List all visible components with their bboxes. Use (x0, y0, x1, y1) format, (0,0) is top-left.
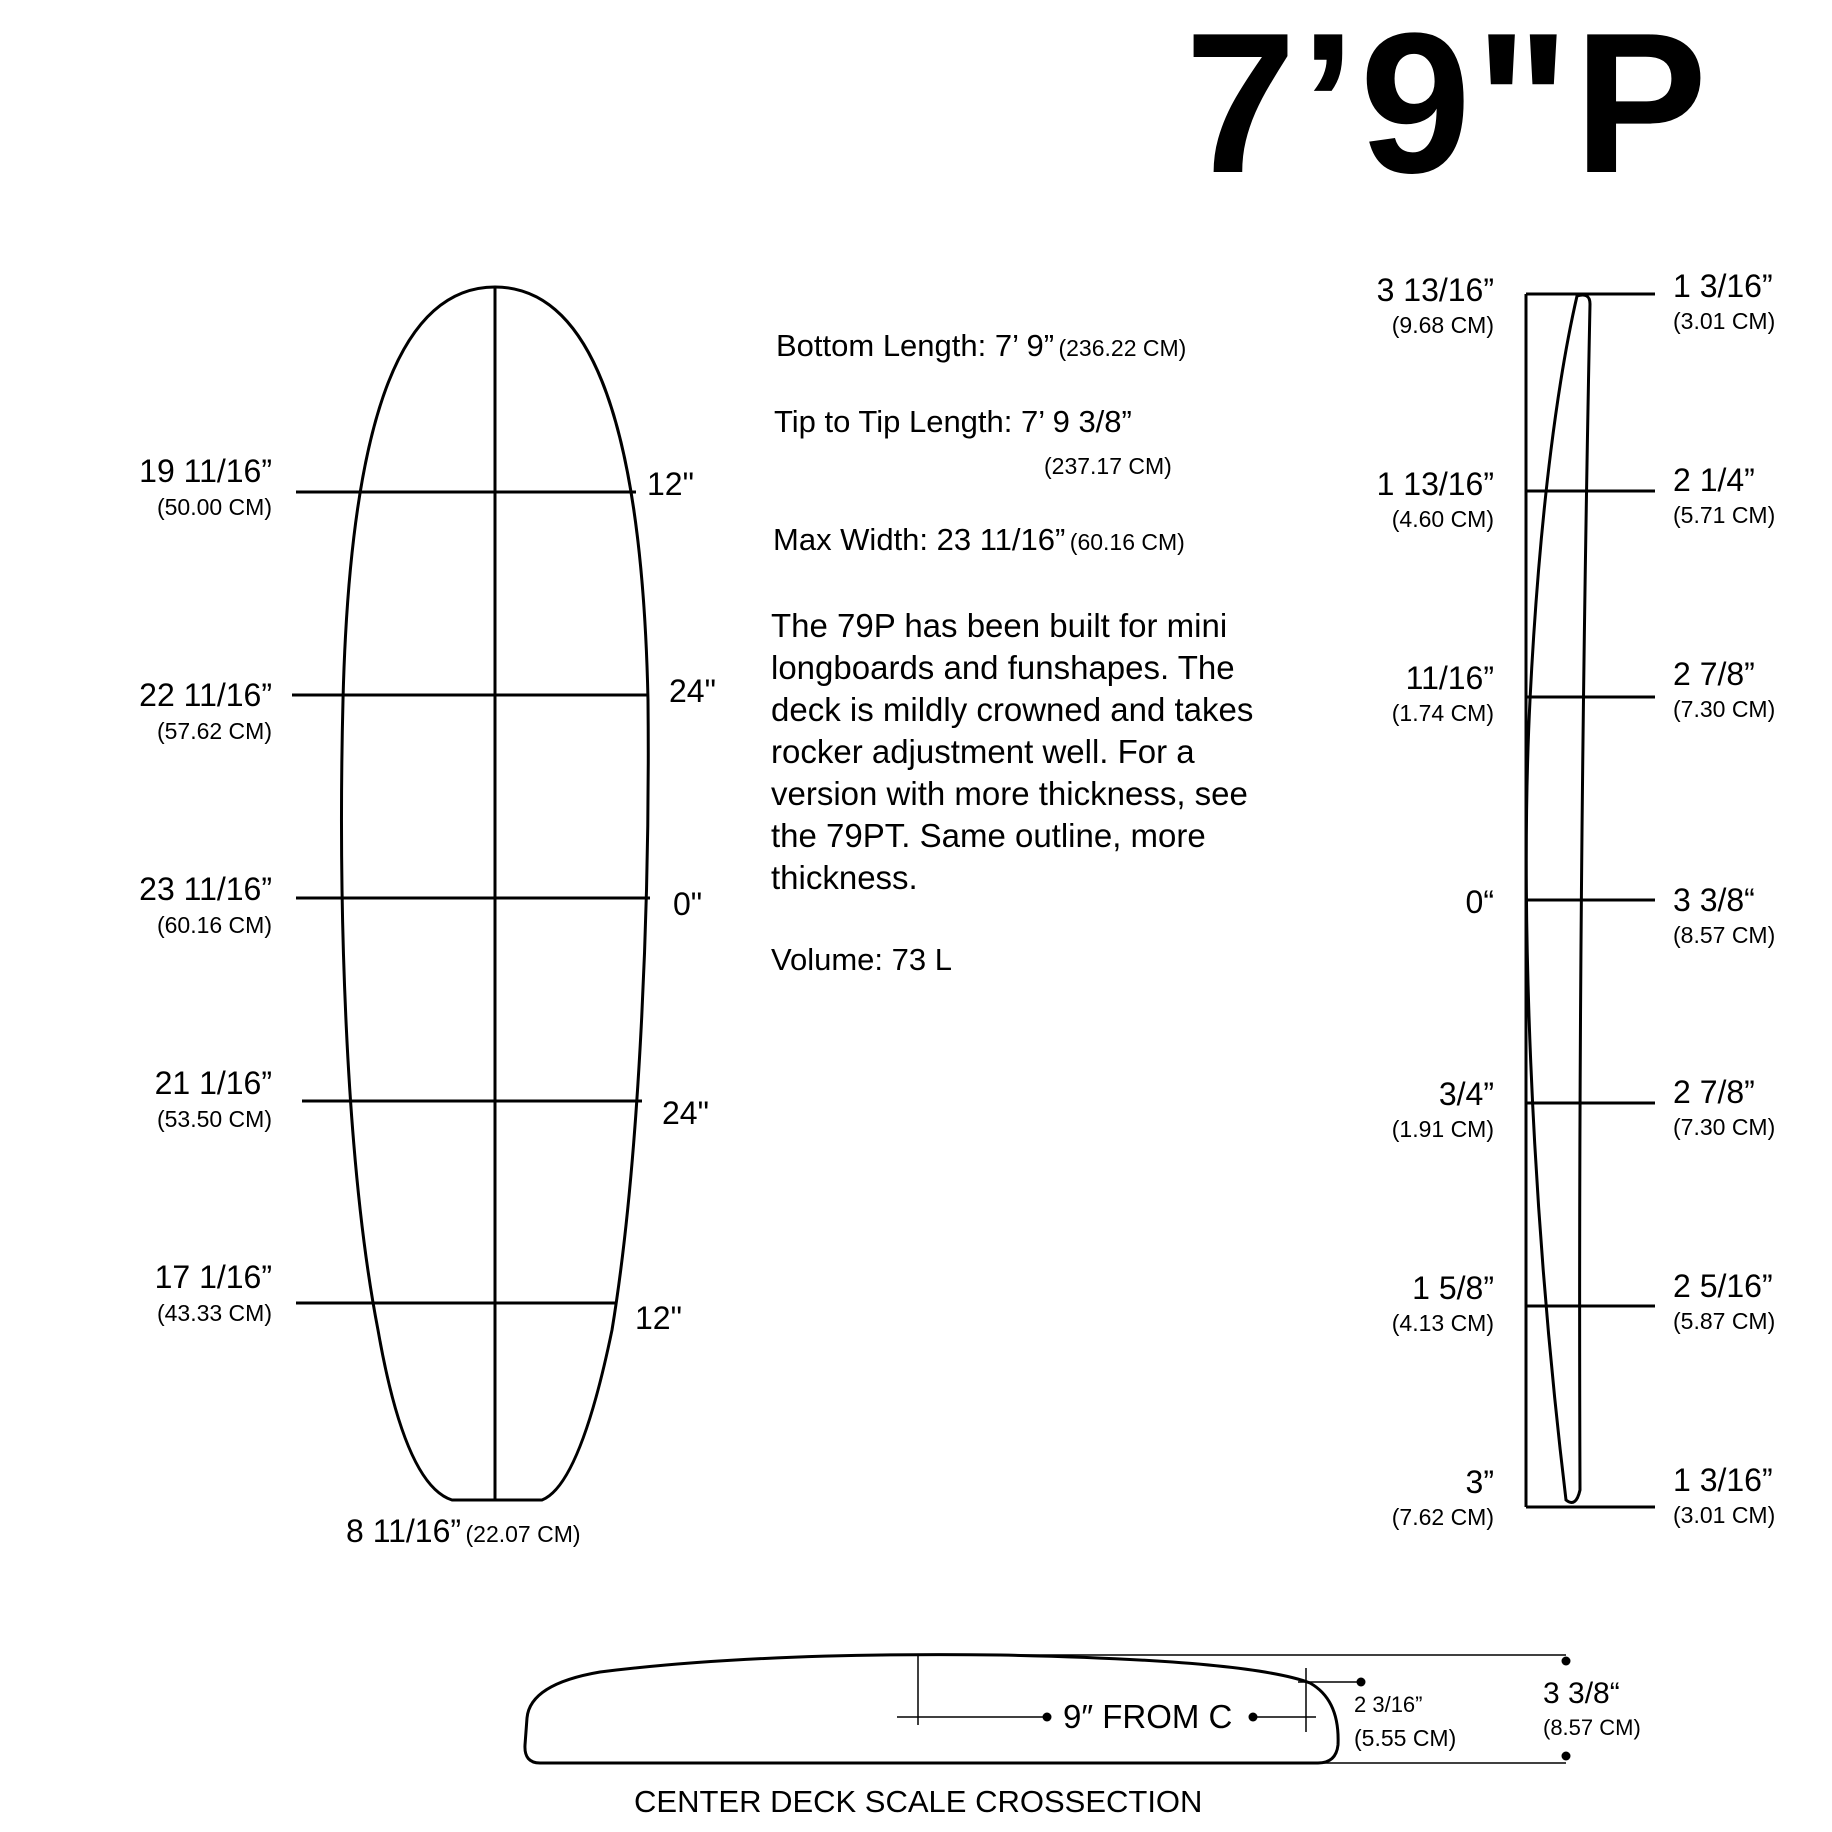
width-cm-3: (60.16 CM) (156, 912, 272, 938)
rocker-left-cm-7: (7.62 CM) (1391, 1504, 1494, 1530)
max-width-cm: (60.16 CM) (1069, 529, 1185, 555)
from-c-left-dot (1043, 1713, 1052, 1722)
width-cm-4: (53.50 CM) (156, 1106, 272, 1132)
rocker-left-label-6: 1 5/8” (1412, 1270, 1494, 1306)
rocker-right-label-7: 1 3/16” (1673, 1462, 1773, 1498)
rocker-right-label-2: 2 1/4” (1673, 462, 1755, 498)
width-cm-1: (50.00 CM) (156, 494, 272, 520)
rocker-right-cm-5: (7.30 CM) (1673, 1114, 1776, 1140)
station-label-5: 12" (635, 1300, 682, 1336)
rocker-left-label-7: 3” (1465, 1464, 1494, 1500)
rocker-right-cm-3: (7.30 CM) (1673, 696, 1776, 722)
width-label-2: 22 11/16” (139, 677, 272, 713)
rocker-left-label-5: 3/4” (1438, 1076, 1494, 1112)
width-cm-5: (43.33 CM) (156, 1300, 272, 1326)
width-cm-2: (57.62 CM) (156, 718, 272, 744)
tip-to-tip-length: Tip to Tip Length: 7’ 9 3/8” (774, 404, 1132, 439)
rocker-left-label-1: 3 13/16” (1376, 272, 1494, 308)
tail-width-cm: (22.07 CM) (465, 1521, 581, 1547)
rocker-right-cm-7: (3.01 CM) (1673, 1502, 1776, 1528)
rocker-right-label-4: 3 3/8“ (1673, 882, 1755, 918)
board-description: The 79P has been built for mini longboards and funshapes. The deck is mildly crowned and takes rocker adjustment well. For a version with more thickness, see the 79PT. Same outline, more thickness. (771, 607, 1254, 896)
thickness-bottom-dot (1562, 1752, 1571, 1761)
rocker-left-cm-6: (4.13 CM) (1391, 1310, 1494, 1336)
rocker-left-cm-3: (1.74 CM) (1391, 700, 1494, 726)
rail-height-label: 2 3/16” (1354, 1692, 1423, 1717)
rocker-right-label-1: 1 3/16” (1673, 268, 1773, 304)
rocker-right-label-6: 2 5/16” (1673, 1268, 1773, 1304)
max-width-value: Max Width: 23 11/16” (773, 522, 1066, 557)
rocker-right-label-3: 2 7/8” (1673, 656, 1755, 692)
rocker-left-cm-2: (4.60 CM) (1391, 506, 1494, 532)
thickness-cm: (8.57 CM) (1543, 1715, 1641, 1740)
page-title: 7’9"P (1185, 0, 1712, 215)
volume: Volume: 73 L (771, 942, 952, 977)
station-label-4: 24" (662, 1095, 709, 1131)
tip-to-tip-cm: (237.17 CM) (1044, 453, 1172, 479)
station-label-1: 12" (647, 466, 694, 502)
width-label-3: 23 11/16” (139, 871, 272, 907)
rocker-left-label-3: 11/16” (1405, 660, 1494, 696)
rocker-right-cm-1: (3.01 CM) (1673, 308, 1776, 334)
max-width (773, 524, 1185, 555)
rocker-left-label-2: 1 13/16” (1376, 466, 1494, 502)
thickness-label: 3 3/8“ (1543, 1677, 1620, 1710)
tail-width (346, 1515, 581, 1547)
rocker-right-label-5: 2 7/8” (1673, 1074, 1755, 1110)
tail-width-value: 8 11/16” (346, 1513, 462, 1549)
width-label-4: 21 1/16” (154, 1065, 272, 1101)
from-c-label: 9″ FROM C (1063, 1698, 1233, 1735)
rocker-right-cm-4: (8.57 CM) (1673, 922, 1776, 948)
bottom-length-cm: (236.22 CM) (1058, 335, 1187, 361)
rocker-left-cm-5: (1.91 CM) (1391, 1116, 1494, 1142)
thickness-top-dot (1562, 1657, 1571, 1666)
bottom-length-value: Bottom Length: 7’ 9” (776, 328, 1055, 363)
rocker-right-cm-6: (5.87 CM) (1673, 1308, 1776, 1334)
rocker-left-cm-1: (9.68 CM) (1391, 312, 1494, 338)
rail-height-dot (1357, 1678, 1366, 1687)
rocker-right-cm-2: (5.71 CM) (1673, 502, 1776, 528)
crossection-caption: CENTER DECK SCALE CROSSECTION (634, 1784, 1203, 1819)
station-label-2: 24" (669, 673, 716, 709)
width-label-5: 17 1/16” (154, 1259, 272, 1295)
rail-height-cm: (5.55 CM) (1354, 1725, 1457, 1751)
bottom-length (776, 330, 1186, 361)
rocker-left-label-4: 0“ (1465, 884, 1494, 920)
width-label-1: 19 11/16” (139, 453, 272, 489)
station-label-3: 0" (673, 886, 703, 922)
